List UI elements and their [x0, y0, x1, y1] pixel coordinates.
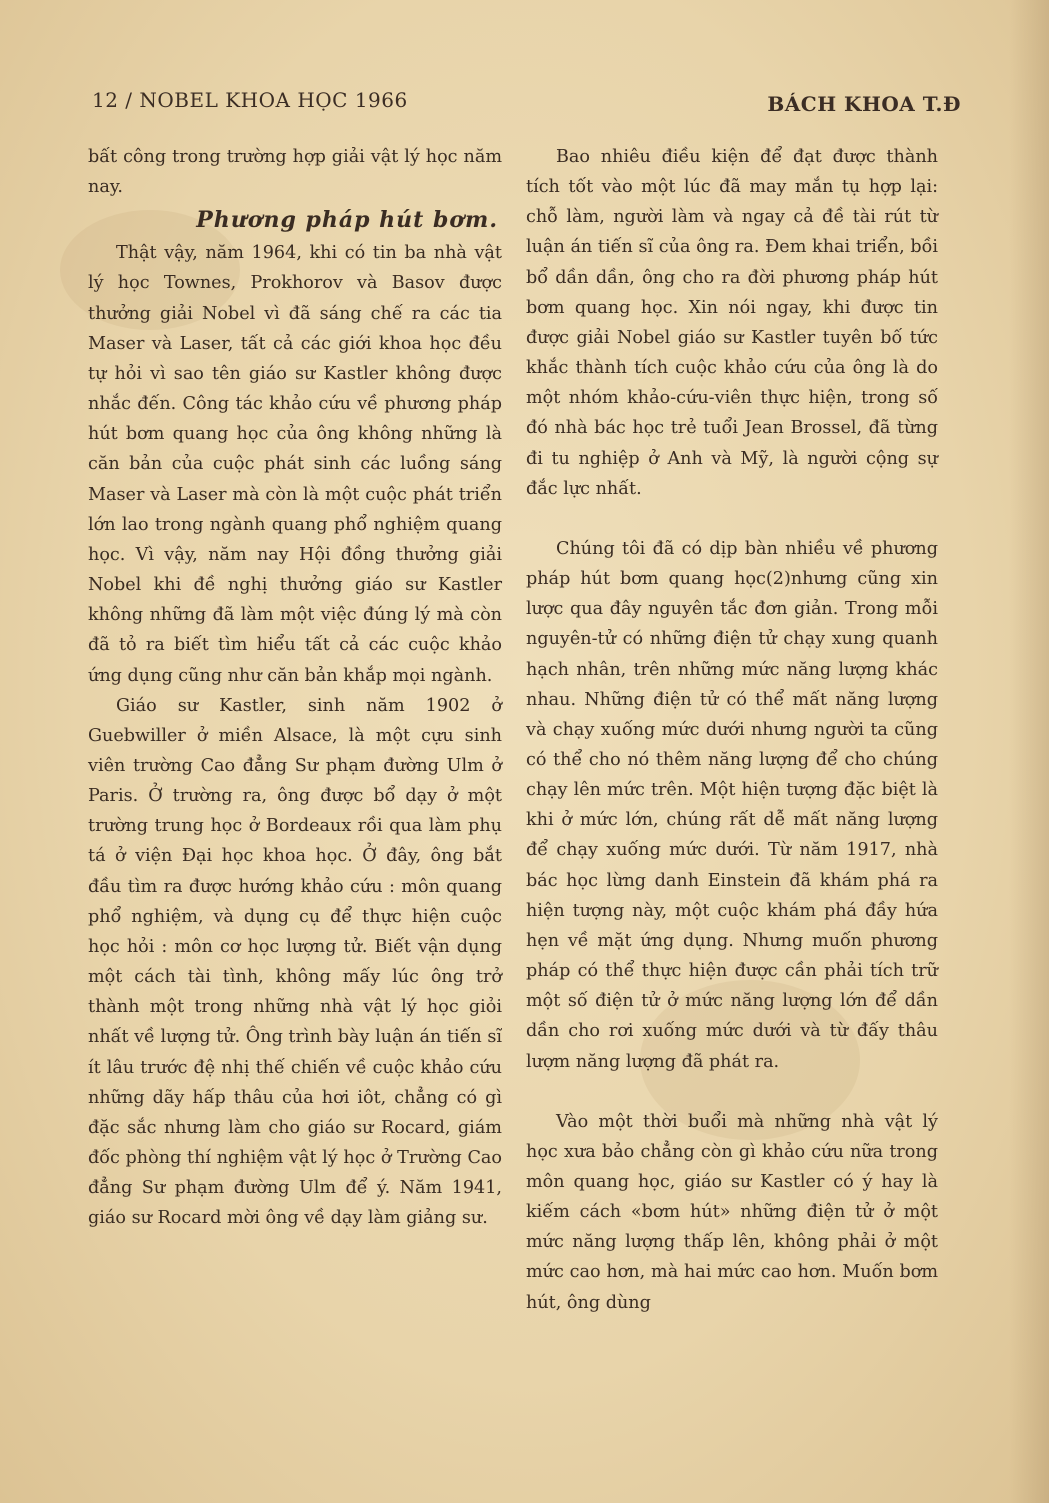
running-head	[92, 88, 969, 118]
section-heading: Phương pháp hút bơm.	[196, 207, 498, 234]
body-paragraph: Bao nhiêu điều kiện để đạt được thành tích tốt vào một lúc đã may mắn tụ hợp lại: chỗ làm, người làm và ngay cả đề tài rút từ luận án tiến sĩ của ông ra. Đem khai triển, bồi bổ dần dần, ông cho ra đời phương pháp hút bơm quang học. Xin nói ngay, khi được tin được giải Nobel giáo sư Kastler tuyên bố tức khắc thành tích cuộc khảo cứu của ông là do một nhóm khảo-cứu-viên thực hiện, trong số đó nhà bác học trẻ tuổi Jean Brossel, đã từng đi tu nghiệp ở Anh và Mỹ, là người cộng sự đắc lực nhất.	[526, 147, 938, 499]
intro-paragraph: bất công trong trường hợp giải vật lý học năm nay.	[88, 147, 502, 198]
running-head-right: BÁCH KHOA T.Đ	[767, 92, 961, 116]
body-paragraph: Chúng tôi đã có dịp bàn nhiều về phương pháp hút bơm quang học(2)nhưng cũng xin lược qua đây nguyên tắc đơn giản. Trong mỗi nguyên-tử có những điện tử chạy xung quanh hạch nhân, trên những mức năng lượng khác nhau. Những điện tử có thể mất năng lượng và chạy xuống mức dưới nhưng người ta cũng có thể cho nó thêm năng lượng để cho chúng chạy lên mức trên. Một hiện tượng đặc biệt là khi ở mức lớn, chúng rất dễ mất năng lượng để chạy xuống mức dưới. Từ năm 1917, nhà bác học lừng danh Einstein đã khám phá ra hiện tượng này, một cuộc khám phá đầy hứa hẹn về mặt ứng dụng. Nhưng muốn phương pháp có thể thực hiện được cần phải tích trữ một số điện tử ở mức năng lượng lớn để dần dần cho rơi xuống mức dưới và từ đấy thâu lượm năng lượng đã phát ra.	[526, 538, 938, 1072]
left-column	[88, 142, 502, 1233]
page-edge-shadow	[1009, 0, 1049, 1503]
right-column	[526, 142, 938, 1348]
body-paragraph: Giáo sư Kastler, sinh năm 1902 ở Guebwiller ở miền Alsace, là một cựu sinh viên trường Cao đẳng Sư phạm đường Ulm ở Paris. Ở trường ra, ông được bổ dạy ở một trường trung học ở Bordeaux rồi qua làm phụ tá ở viện Đại học khoa học. Ở đây, ông bắt đầu tìm ra được hướng khảo cứu : môn quang phổ nghiệm, và dụng cụ để thực hiện cuộc học hỏi : môn cơ học lượng tử. Biết vận dụng một cách tài tình, không mấy lúc ông trở thành một trong những nhà vật lý học giỏi nhất về lượng tử. Ông trình bày luận án tiến sĩ ít lâu trước đệ nhị thế chiến về cuộc khảo cứu những dãy hấp thâu của hơi iôt, chẳng có gì đặc sắc nhưng làm cho giáo sư Rocard, giám đốc phòng thí nghiệm vật lý học ở Trường Cao đẳng Sư phạm đường Ulm để ý. Năm 1941, giáo sư Rocard mời ông về dạy làm giảng sư.	[88, 695, 502, 1229]
body-paragraph: Vào một thời buổi mà những nhà vật lý học xưa bảo chẳng còn gì khảo cứu nữa trong môn quang học, giáo sư Kastler có ý hay là kiếm cách «bơm hút» những điện tử ở một mức năng lượng thấp lên, không phải ở một mức cao hơn, mà hai mức cao hơn. Muốn bơm hút, ông dùng	[526, 1111, 938, 1313]
body-paragraph: Thật vậy, năm 1964, khi có tin ba nhà vật lý học Townes, Prokhorov và Basov được thưởng giải Nobel vì đã sáng chế ra các tia Maser và Laser, tất cả các giới khoa học đều tự hỏi vì sao tên giáo sư Kastler không được nhắc đến. Công tác khảo cứu về phương pháp hút bơm quang học của ông không những là căn bản của cuộc phát sinh các luồng sáng Maser và Laser mà còn là một cuộc phát triển lớn lao trong ngành quang phổ nghiệm quang học. Vì vậy, năm nay Hội đồng thưởng giải Nobel khi đề nghị thưởng giáo sư Kastler không những đã làm một việc đúng lý mà còn đã tỏ ra biết tìm hiểu tất cả các cuộc khảo ứng dụng cũng như căn bản khắp mọi ngành.	[88, 243, 502, 686]
running-head-left: 12 / NOBEL KHOA HỌC 1966	[92, 88, 408, 112]
